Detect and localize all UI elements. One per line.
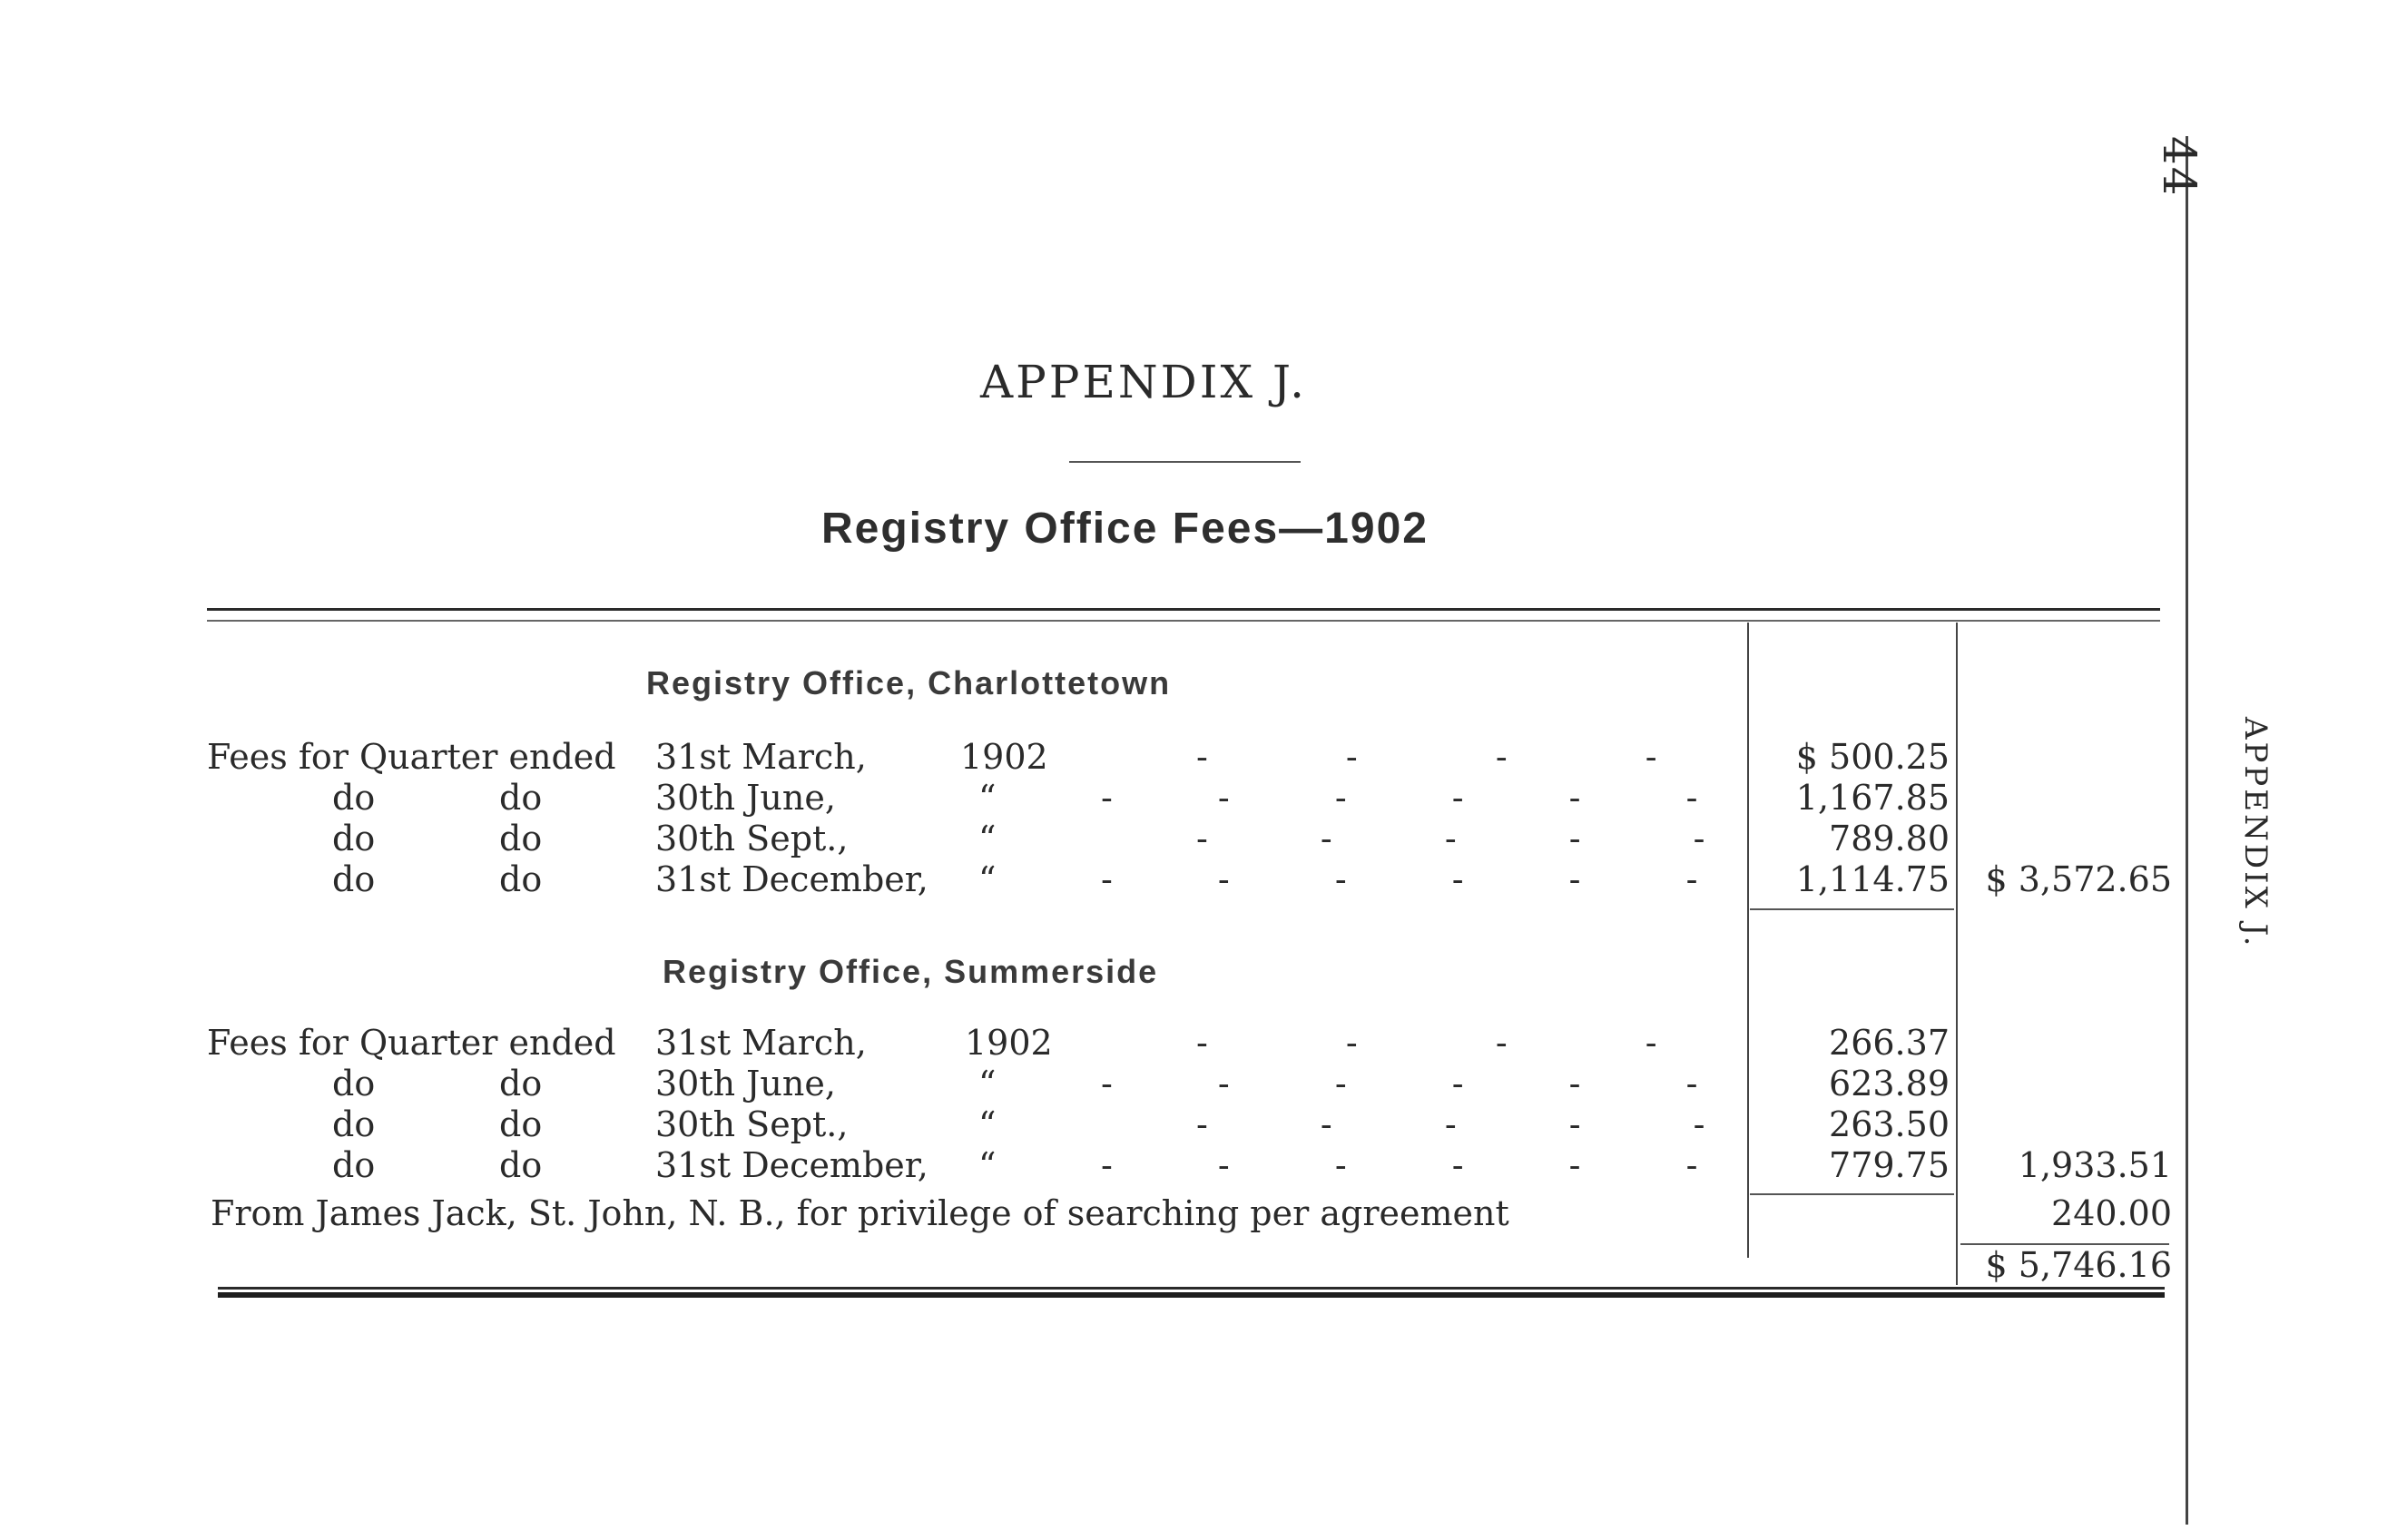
row-label: do — [332, 1104, 376, 1144]
row-year: 1902 — [965, 1023, 1053, 1063]
row-label-ditto: do — [499, 1145, 543, 1185]
row-label-ditto: do — [499, 859, 543, 899]
table-bottom-rule — [218, 1287, 2165, 1290]
appendix-heading: APPENDIX J. — [980, 356, 1308, 408]
section-title-summerside: Registry Office, Summerside — [663, 953, 1159, 990]
row-amount: $ 500.25 — [1795, 737, 1950, 777]
row-label: do — [332, 1064, 376, 1104]
row-date: 30th June, — [655, 778, 836, 818]
grand-total: $ 5,746.16 — [1985, 1245, 2172, 1285]
row-amount: 240.00 — [2051, 1193, 2172, 1233]
row-date: 30th June, — [655, 1064, 836, 1104]
table-row — [207, 778, 1950, 821]
row-label-ditto: do — [499, 1064, 543, 1104]
leader-dashes: - - - - - — [1196, 1104, 1756, 1144]
row-amount: 623.89 — [1829, 1064, 1950, 1104]
table-bottom-rule-thick — [218, 1292, 2165, 1298]
row-amount: 779.75 — [1829, 1145, 1950, 1185]
table-row — [207, 1023, 1950, 1066]
section-title-charlottetown: Registry Office, Charlottetown — [646, 664, 1172, 701]
row-ditto-mark: “ — [978, 859, 997, 899]
row-label: do — [332, 819, 376, 858]
row-amount: 1,114.75 — [1795, 859, 1950, 899]
row-ditto-mark: “ — [978, 1145, 997, 1185]
row-label: do — [332, 859, 376, 899]
row-amount: 789.80 — [1829, 819, 1950, 858]
row-date: 30th Sept., — [655, 1104, 849, 1144]
table-row — [207, 737, 1950, 780]
table-row — [211, 1193, 2171, 1237]
table-top-rule-thin — [207, 620, 2160, 622]
row-label: From James Jack, St. John, N. B., for privilege of searching per agreement — [211, 1193, 1509, 1233]
leader-dashes: - - - - - - — [1101, 778, 1745, 818]
row-ditto-mark: “ — [978, 819, 997, 858]
table-top-rule — [207, 608, 2160, 611]
row-label-ditto: do — [499, 819, 543, 858]
heading-rule — [1069, 461, 1301, 463]
running-side-title: APPENDIX J. — [2237, 717, 2274, 949]
page-title: Registry Office Fees—1902 — [821, 505, 1429, 553]
row-date: 30th Sept., — [655, 819, 849, 858]
row-date: 31st December, — [655, 1145, 928, 1185]
row-label: Fees for Quarter ended — [207, 1023, 616, 1063]
row-ditto-mark: “ — [978, 778, 997, 818]
page-number: 44 — [2153, 136, 2205, 198]
table-row — [207, 819, 1950, 862]
row-label: do — [332, 1145, 376, 1185]
leader-dashes: - - - - — [1196, 737, 1721, 777]
row-amount: 266.37 — [1829, 1023, 1950, 1063]
leader-dashes: - - - - - - — [1101, 1145, 1745, 1185]
table-row — [207, 1104, 1950, 1148]
row-amount: 1,167.85 — [1795, 778, 1950, 818]
row-year: 1902 — [960, 737, 1048, 777]
leader-dashes: - - - - - - — [1101, 859, 1745, 899]
subtotal-summerside: 1,933.51 — [2018, 1145, 2172, 1185]
subtotal-charlottetown: $ 3,572.65 — [1985, 859, 2172, 899]
table-row — [207, 1145, 1950, 1189]
row-ditto-mark: “ — [978, 1064, 997, 1104]
row-amount: 263.50 — [1829, 1104, 1950, 1144]
row-label-ditto: do — [499, 1104, 543, 1144]
leader-dashes: - - - - - — [1196, 819, 1756, 858]
row-label-ditto: do — [499, 778, 543, 818]
section-rule — [1750, 908, 1954, 910]
column-rule — [1956, 623, 1958, 1285]
table-row — [207, 859, 1950, 903]
table-row — [207, 1064, 1950, 1107]
leader-dashes: - - - - — [1196, 1023, 1721, 1063]
page-edge-rule — [2186, 136, 2188, 1525]
row-label: Fees for Quarter ended — [207, 737, 616, 777]
row-label: do — [332, 778, 376, 818]
row-ditto-mark: “ — [978, 1104, 997, 1144]
row-date: 31st December, — [655, 859, 928, 899]
row-date: 31st March, — [655, 737, 867, 777]
leader-dashes: - - - - - - — [1101, 1064, 1745, 1104]
row-date: 31st March, — [655, 1023, 867, 1063]
